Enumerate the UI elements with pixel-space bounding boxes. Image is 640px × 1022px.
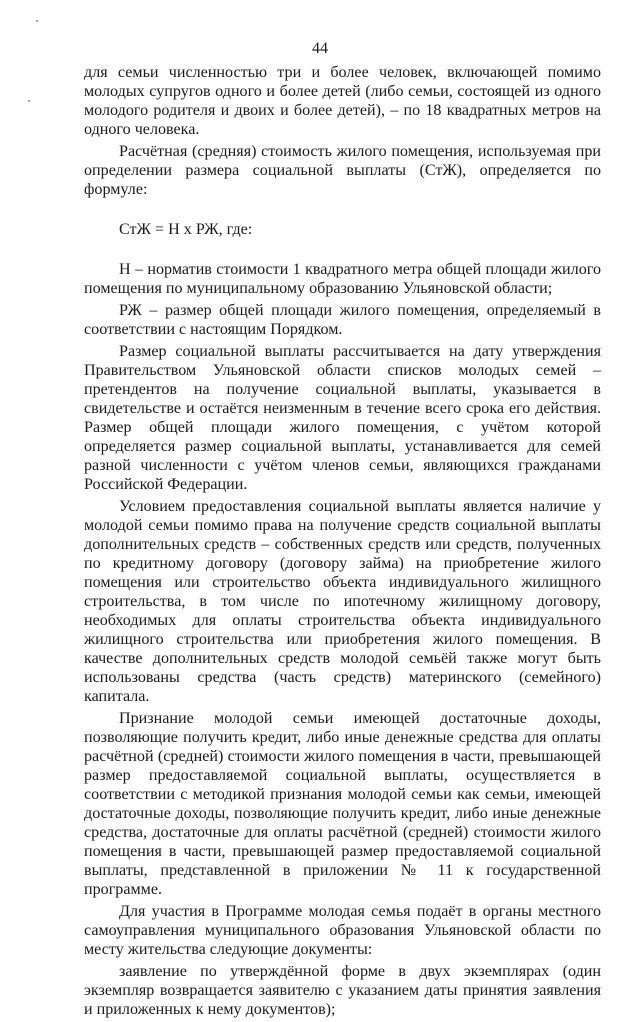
body-paragraph: Условием предоставления социальной выплаты является наличие у молодой семьи помимо права на получение средств социальной выплаты дополнительных средств – собственных средств или средств, полученных по кредитному договору (договору займа) на приобретение жилого помещения или строительство объекта индивидуального жилищного строительства, в том числе по ипотечному жилищному договору, необходимых для оплаты строительства объекта индивидуального жилищного строительства или приобретения жилого помещения. В качестве дополнительных средств молодой семьёй также могут быть использованы средства (часть средств) материнского (семейного) капитала. xyxy=(84,498,601,705)
body-paragraph: Расчётная (средняя) стоимость жилого помещения, используемая при определении размера социальной выплаты (СтЖ), определяется по формуле: xyxy=(84,143,601,198)
body-paragraph: Размер социальной выплаты рассчитывается на дату утверждения Правительством Ульяновской области списков молодых семей – претендентов на получение социальной выплаты, указывается в свидетельстве и остаётся неизменным в течение всего срока его действия. Размер общей площади жилого помещения, с учётом которой определяется размер социальной выплаты, устанавливается для семей разной численности с учётом членов семьи, являющихся гражданами Российской Федерации. xyxy=(84,343,601,493)
formula-line: СтЖ = Н х РЖ, где: xyxy=(119,221,253,238)
body-paragraph: РЖ – размер общей площади жилого помещения, определяемый в соответствии с настоящим Порядком. xyxy=(84,302,601,338)
body-paragraph: Признание молодой семьи имеющей достаточные доходы, позволяющие получить кредит, либо иные денежные средства для оплаты расчётной (средней) стоимости жилого помещения в части, превышающей размер предоставляемой социальной выплаты, осуществляется в соответствии с методикой признания молодой семьи как семьи, имеющей достаточные доходы, позволяющие получить кредит, либо иные денежные средства, достаточные для оплаты расчётной (средней) стоимости жилого помещения в части, превышающей размер предоставляемой социальной выплаты, представленной в приложении № 11 к государственной программе. xyxy=(84,710,601,898)
page-number: 44 xyxy=(312,40,328,57)
scan-speck xyxy=(36,20,38,22)
body-paragraph: для семьи численностью три и более человек, включающей помимо молодых супругов одного и более детей (либо семьи, состоящей из одного молодого родителя и двоих и более детей), – по 18 квадратных метров на одного человека. xyxy=(84,64,601,138)
document-body xyxy=(84,63,601,1022)
body-paragraph: Для участия в Программе молодая семья подаёт в органы местного самоуправления муниципального образования Ульяновской области по месту жительства следующие документы: xyxy=(84,903,601,958)
body-paragraph: заявление по утверждённой форме в двух экземплярах (один экземпляр возвращается заявителю с указанием даты принятия заявления и приложенных к нему документов); xyxy=(84,963,601,1018)
body-paragraph: Н – норматив стоимости 1 квадратного метра общей площади жилого помещения по муниципальному образованию Ульяновской области; xyxy=(84,261,601,297)
scan-speck xyxy=(28,100,30,102)
